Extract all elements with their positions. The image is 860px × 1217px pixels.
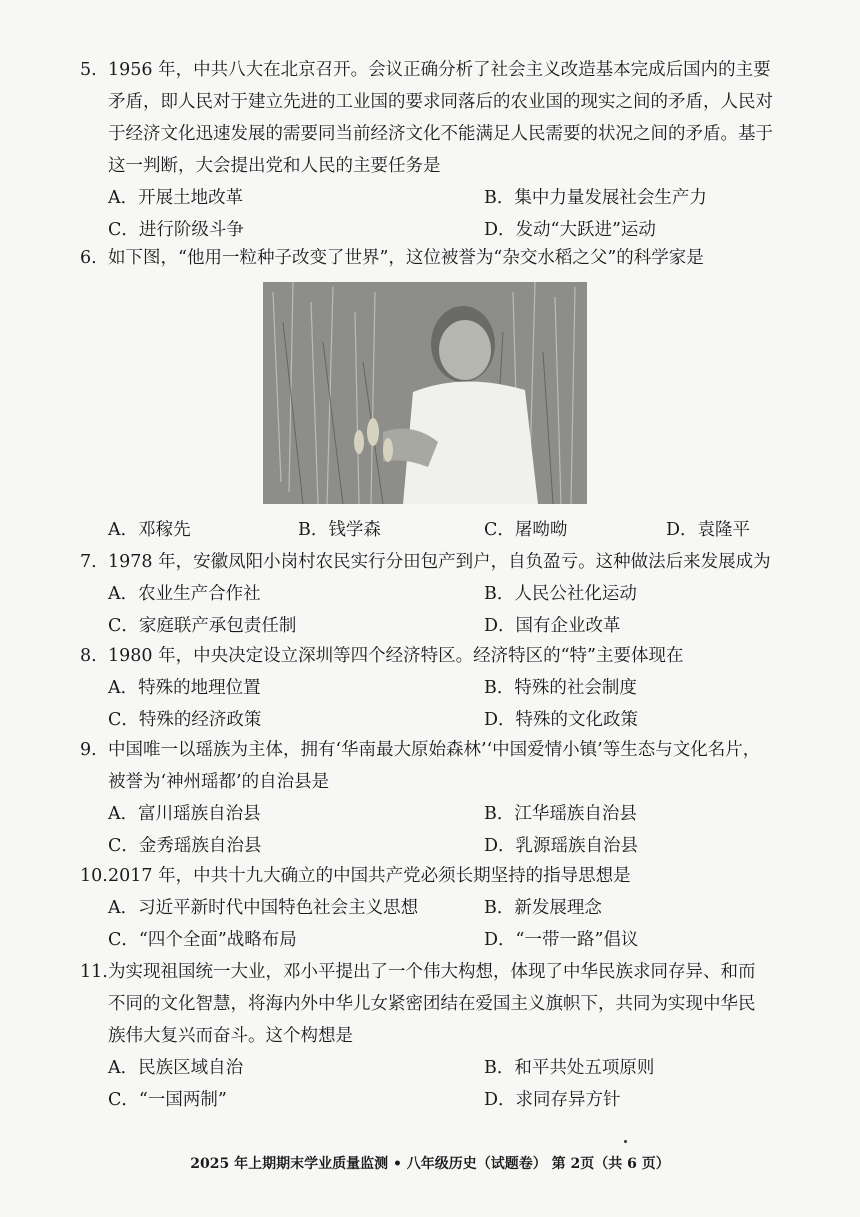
option-d[interactable]: D．“一带一路”倡议 — [484, 930, 639, 950]
option-d[interactable]: D．特殊的文化政策 — [484, 710, 639, 730]
question-stem-line: 1978 年，安徽凤阳小岗村农民实行分田包产到户，自负盈亏。这种做法后来发展成为 — [108, 552, 771, 572]
question-number: 6. — [80, 248, 97, 268]
question-stem-line: 被誉为‘神州瑶都’的自治县是 — [108, 772, 330, 792]
question-stem-line: 中国唯一以瑶族为主体，拥有‘华南最大原始森林’‘中国爱情小镇’等生态与文化名片， — [108, 740, 761, 760]
question-9 — [80, 734, 804, 862]
question-number: 8. — [80, 646, 97, 666]
option-c[interactable]: C．屠呦呦 — [484, 520, 568, 540]
option-a[interactable]: A．习近平新时代中国特色社会主义思想 — [108, 898, 419, 918]
question-number: 7. — [80, 552, 97, 572]
options-row — [80, 610, 804, 642]
question-number: 10. — [80, 866, 108, 886]
option-c[interactable]: C．进行阶级斗争 — [108, 220, 244, 240]
options-row — [80, 924, 804, 956]
option-c[interactable]: C．特殊的经济政策 — [108, 710, 262, 730]
option-b[interactable]: B．钱学森 — [298, 520, 381, 540]
option-d[interactable]: D．求同存异方针 — [484, 1090, 621, 1110]
question-stem-line: 2017 年，中共十九大确立的中国共产党必须长期坚持的指导思想是 — [108, 866, 631, 886]
question-stem-line: 1956 年，中共八大在北京召开。会议正确分析了社会主义改造基本完成后国内的主要 — [108, 60, 771, 80]
option-d[interactable]: D．发动“大跃进”运动 — [484, 220, 656, 240]
question-6-options — [80, 514, 804, 546]
option-c[interactable]: C．“四个全面”战略布局 — [108, 930, 297, 950]
question-7 — [80, 546, 804, 642]
option-a[interactable]: A．开展土地改革 — [108, 188, 244, 208]
option-d[interactable]: D．国有企业改革 — [484, 616, 621, 636]
question-stem-line: 于经济文化迅速发展的需要同当前经济文化不能满足人民需要的状况之间的矛盾。基于 — [108, 124, 773, 144]
question-number: 11. — [80, 962, 108, 982]
question-5 — [80, 54, 804, 246]
question-stem-line: 不同的文化智慧，将海内外中华儿女紧密团结在爱国主义旗帜下，共同为实现中华民 — [108, 994, 756, 1014]
options-row — [80, 830, 804, 862]
options-row — [80, 578, 804, 610]
options-row — [80, 672, 804, 704]
options-row — [80, 892, 804, 924]
option-b[interactable]: B．新发展理念 — [484, 898, 602, 918]
option-b[interactable]: B．江华瑶族自治县 — [484, 804, 637, 824]
question-8 — [80, 640, 804, 736]
question-6 — [80, 242, 804, 274]
page-footer: 2025 年上期期末学业质量监测 • 八年级历史（试题卷） 第 2页（共 6 页） — [190, 1156, 670, 1172]
options-row — [80, 514, 804, 546]
options-row — [80, 1052, 804, 1084]
option-a[interactable]: A．民族区域自治 — [108, 1058, 244, 1078]
option-a[interactable]: A．邓稼先 — [108, 520, 191, 540]
options-row — [80, 182, 804, 214]
option-d[interactable]: D．乳源瑶族自治县 — [484, 836, 639, 856]
option-b[interactable]: B．特殊的社会制度 — [484, 678, 637, 698]
option-c[interactable]: C．金秀瑶族自治县 — [108, 836, 262, 856]
question-10 — [80, 860, 804, 956]
option-b[interactable]: B．集中力量发展社会生产力 — [484, 188, 707, 208]
option-b[interactable]: B．人民公社化运动 — [484, 584, 637, 604]
rice-scientist-photo — [263, 282, 587, 504]
option-a[interactable]: A．特殊的地理位置 — [108, 678, 261, 698]
question-stem-line: 族伟大复兴而奋斗。这个构想是 — [108, 1026, 353, 1046]
option-c[interactable]: C．家庭联产承包责任制 — [108, 616, 297, 636]
question-stem-line: 这一判断，大会提出党和人民的主要任务是 — [108, 156, 441, 176]
question-stem-line: 矛盾，即人民对于建立先进的工业国的要求同落后的农业国的现实之间的矛盾，人民对 — [108, 92, 773, 112]
question-number: 9. — [80, 740, 97, 760]
options-row — [80, 1084, 804, 1116]
option-a[interactable]: A．农业生产合作社 — [108, 584, 261, 604]
question-11 — [80, 956, 804, 1116]
option-b[interactable]: B．和平共处五项原则 — [484, 1058, 655, 1078]
option-c[interactable]: C．“一国两制” — [108, 1090, 227, 1110]
option-a[interactable]: A．富川瑶族自治县 — [108, 804, 261, 824]
options-row — [80, 704, 804, 736]
question-stem-line: 如下图，“他用一粒种子改变了世界”，这位被誉为“杂交水稻之父”的科学家是 — [108, 248, 704, 268]
question-stem-line: 1980 年，中央决定设立深圳等四个经济特区。经济特区的“特”主要体现在 — [108, 646, 684, 666]
scan-speck — [624, 1140, 627, 1143]
option-d[interactable]: D．袁隆平 — [666, 520, 751, 540]
question-stem-line: 为实现祖国统一大业，邓小平提出了一个伟大构想，体现了中华民族求同存异、和而 — [108, 962, 756, 982]
question-number: 5. — [80, 60, 97, 80]
options-row — [80, 798, 804, 830]
